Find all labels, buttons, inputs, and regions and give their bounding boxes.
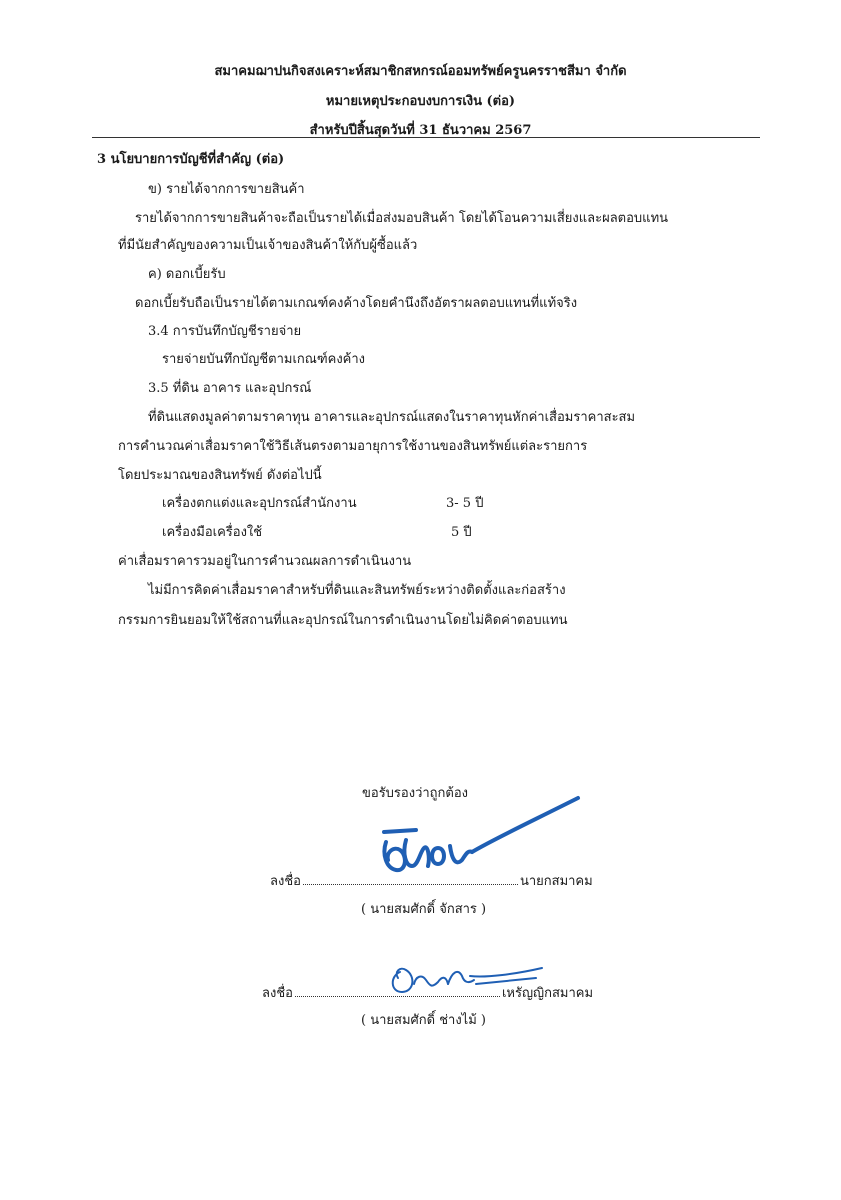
signatory-name: ( นายสมศักดิ์ ช่างไม้ ) bbox=[361, 1013, 486, 1028]
asset-name: เครื่องมือเครื่องใช้ bbox=[162, 525, 263, 540]
paragraph-line: ดอกเบี้ยรับถือเป็นรายได้ตามเกณฑ์คงค้างโดยคำนึงถึงอัตราผลตอบแทนที่แท้จริง bbox=[135, 296, 578, 311]
role-label: นายกสมาคม bbox=[519, 874, 593, 889]
paragraph-line: ค่าเสื่อมราคารวมอยู่ในการคำนวณผลการดำเนินงาน bbox=[118, 554, 412, 569]
item-expense-label: 3.4 การบันทึกบัญชีรายจ่าย bbox=[148, 324, 302, 339]
paragraph-line: ที่ดินแสดงมูลค่าตามราคาทุน อาคารและอุปกรณ์แสดงในราคาทุนหักค่าเสื่อมราคาสะสม bbox=[148, 410, 636, 425]
org-name: สมาคมฌาปนกิจสงเคราะห์สมาชิกสหกรณ์ออมทรัพย์ครูนครราชสีมา จำกัด bbox=[214, 64, 627, 79]
document-title: หมายเหตุประกอบงบการเงิน (ต่อ) bbox=[325, 94, 516, 109]
sign-label: ลงชื่อ bbox=[262, 986, 293, 1001]
paragraph-line: ที่มีนัยสำคัญของความเป็นเจ้าของสินค้าให้กับผู้ซื้อแล้ว bbox=[118, 238, 418, 253]
certification-statement: ขอรับรองว่าถูกต้อง bbox=[362, 786, 469, 801]
signature-dotted-line bbox=[295, 984, 500, 997]
paragraph-line: การคำนวณค่าเสื่อมราคาใช้วิธีเส้นตรงตามอายุการใช้งานของสินทรัพย์แต่ละรายการ bbox=[118, 439, 588, 454]
paragraph-line: รายจ่ายบันทึกบัญชีตามเกณฑ์คงค้าง bbox=[162, 352, 366, 367]
signatory-line-president bbox=[270, 870, 593, 891]
item-sales-revenue-label: ข) รายได้จากการขายสินค้า bbox=[148, 182, 305, 197]
signature-dotted-line bbox=[303, 872, 518, 885]
paragraph-line: ไม่มีการคิดค่าเสื่อมราคาสำหรับที่ดินและสินทรัพย์ระหว่างติดตั้งและก่อสร้าง bbox=[148, 583, 566, 598]
paragraph-line: โดยประมาณของสินทรัพย์ ดังต่อไปนี้ bbox=[118, 468, 322, 483]
item-ppe-label: 3.5 ที่ดิน อาคาร และอุปกรณ์ bbox=[148, 381, 312, 396]
section-heading: 3 นโยบายการบัญชีที่สำคัญ (ต่อ) bbox=[97, 152, 285, 167]
signatory-line-treasurer bbox=[262, 982, 593, 1003]
paragraph-line: รายได้จากการขายสินค้าจะถือเป็นรายได้เมื่อส่งมอบสินค้า โดยได้โอนความเสี่ยงและผลตอบแทน bbox=[135, 211, 669, 226]
role-label: เหรัญญิกสมาคม bbox=[501, 986, 594, 1001]
asset-life: 5 ปี bbox=[451, 525, 472, 540]
item-interest-label: ค) ดอกเบี้ยรับ bbox=[148, 267, 226, 282]
period-line: สำหรับปีสิ้นสุดวันที่ 31 ธันวาคม 2567 bbox=[309, 123, 532, 138]
signatory-name: ( นายสมศักดิ์ จักสาร ) bbox=[361, 902, 487, 917]
sign-label: ลงชื่อ bbox=[270, 874, 301, 889]
paragraph-line: กรรมการยินยอมให้ใช้สถานที่และอุปกรณ์ในการดำเนินงานโดยไม่คิดค่าตอบแทน bbox=[118, 613, 568, 628]
asset-life: 3- 5 ปี bbox=[446, 496, 484, 511]
asset-name: เครื่องตกแต่งและอุปกรณ์สำนักงาน bbox=[162, 496, 357, 511]
header-divider bbox=[92, 137, 760, 138]
